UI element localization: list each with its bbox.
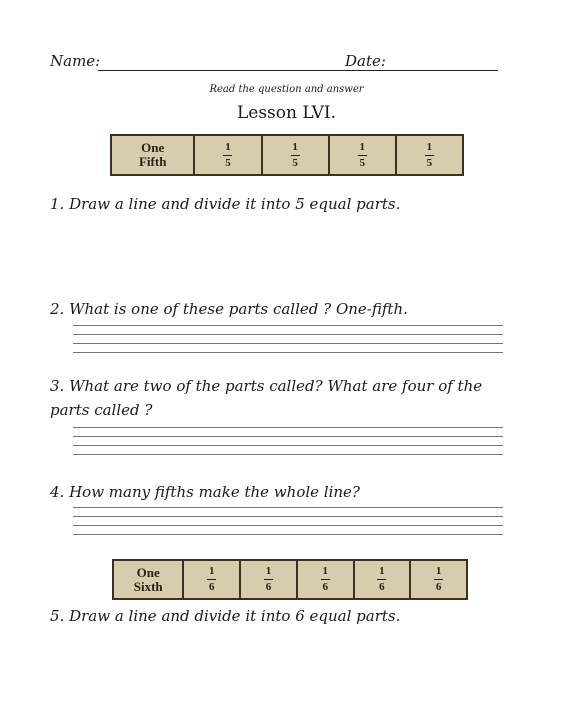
fraction-strip-sixth: [112, 559, 468, 600]
fraction-bar: [425, 155, 434, 156]
fraction-denominator: 6: [209, 581, 215, 593]
question-2: 2. What is one of these parts called ? One-fifth.: [50, 300, 408, 318]
fraction-denominator: 6: [379, 581, 385, 593]
strip-title-line2: Sixth: [133, 578, 163, 594]
answer-line[interactable]: [73, 343, 503, 352]
name-label: Name:: [50, 52, 101, 70]
fraction-cell: [353, 561, 410, 598]
name-field[interactable]: [98, 70, 390, 71]
fraction-denominator: 5: [359, 156, 366, 169]
lesson-title: Lesson LVI.: [236, 103, 337, 123]
answer-line[interactable]: [73, 436, 503, 445]
fraction-strip-fifth: [110, 134, 464, 176]
answer-line[interactable]: [73, 507, 503, 516]
fraction-bar: [264, 579, 273, 580]
question-1: 1. Draw a line and divide it into 5 equal parts.: [50, 195, 401, 213]
name-date-row: [50, 52, 505, 76]
strip-title: [114, 561, 182, 598]
fraction-denominator: 5: [292, 156, 298, 169]
fraction-bar: [358, 155, 367, 156]
fraction-cell: [239, 561, 296, 598]
fraction-denominator: 5: [426, 156, 433, 169]
answer-lines-4[interactable]: [73, 507, 503, 543]
fraction-cell: [296, 561, 353, 598]
fraction-numerator: 1: [292, 140, 298, 153]
fraction-cell: [395, 136, 462, 174]
fraction-denominator: 6: [322, 581, 328, 593]
fraction-cell: [328, 136, 395, 174]
question-4: 4. How many fifths make the whole line?: [50, 483, 360, 501]
fraction-numerator: 1: [265, 565, 272, 577]
fraction-cell: [261, 136, 328, 174]
fraction-cell: [182, 561, 239, 598]
fraction-numerator: 1: [209, 565, 215, 577]
answer-line[interactable]: [73, 445, 503, 454]
fraction-bar: [291, 155, 300, 156]
fraction-denominator: 6: [265, 581, 272, 593]
answer-line[interactable]: [73, 334, 503, 343]
fraction-numerator: 1: [435, 565, 442, 577]
question-3: 3. What are two of the parts called? What are four of the parts called ?: [50, 377, 483, 419]
instructions: Read the question and answer: [209, 84, 364, 95]
answer-line[interactable]: [73, 325, 503, 334]
fraction-bar: [377, 579, 386, 580]
fraction-bar: [321, 579, 330, 580]
fraction-denominator: 5: [225, 156, 231, 169]
fraction-bar: [434, 579, 443, 580]
answer-lines-2[interactable]: [73, 325, 503, 361]
fraction-cell: [409, 561, 466, 598]
fraction-denominator: 6: [435, 581, 442, 593]
fraction-numerator: 1: [359, 140, 366, 153]
answer-line[interactable]: [73, 454, 503, 463]
fraction-numerator: 1: [322, 565, 328, 577]
fraction-numerator: 1: [379, 565, 385, 577]
strip-title-line1: One: [136, 564, 160, 580]
answer-line[interactable]: [73, 516, 503, 525]
fraction-bar: [207, 579, 216, 580]
question-5: 5. Draw a line and divide it into 6 equal parts.: [50, 607, 401, 625]
strip-title-line2: Fifth: [138, 154, 167, 169]
strip-title: [112, 136, 193, 174]
fraction-numerator: 1: [225, 140, 231, 153]
answer-line[interactable]: [73, 525, 503, 534]
strip-title-line1: One: [141, 140, 165, 156]
fraction-cell: [193, 136, 260, 174]
date-label: Date:: [345, 52, 386, 70]
date-field[interactable]: [386, 70, 498, 71]
fraction-numerator: 1: [426, 140, 433, 153]
answer-line[interactable]: [73, 352, 503, 361]
answer-line[interactable]: [73, 427, 503, 436]
answer-line[interactable]: [73, 534, 503, 543]
fraction-bar: [223, 155, 232, 156]
answer-lines-3[interactable]: [73, 427, 503, 463]
